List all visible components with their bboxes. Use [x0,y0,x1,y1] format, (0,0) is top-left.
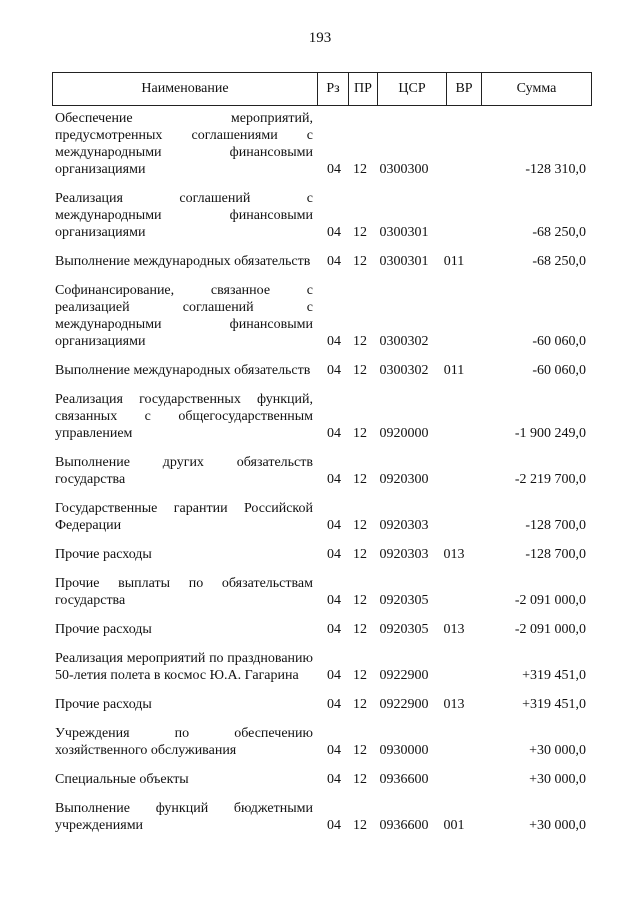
row-csr: 0300302 [379,363,429,378]
row-pr: 12 [353,472,367,487]
row-rz: 04 [327,743,341,758]
row-pr: 12 [353,743,367,758]
row-sum: +30 000,0 [529,818,586,833]
row-csr: 0920000 [379,426,429,441]
page-number: 193 [308,30,332,46]
row-sum: +30 000,0 [529,772,586,787]
row-rz: 04 [327,518,341,533]
header-rz: Рз [317,73,348,105]
row-sum: -68 250,0 [532,254,586,269]
row-csr: 0920305 [379,622,429,637]
row-name: Выполнение международных обязательств [55,363,311,378]
row-pr: 12 [353,162,367,177]
row-name: Обеспечение мероприятий, предусмотренных соглашениями с международными финансовыми организациями [55,111,313,177]
row-csr: 0300302 [379,334,429,349]
row-name: Прочие расходы [55,697,152,712]
row-pr: 12 [353,547,367,562]
row-sum: -1 900 249,0 [514,426,586,441]
row-rz: 04 [327,225,341,240]
row-name: Прочие выплаты по обязательствам государства [55,576,313,608]
row-name: Реализация государственных функций, связанных с общегосударственным управлением [55,392,313,441]
row-csr: 0920305 [379,593,429,608]
table-row [52,190,592,241]
row-csr: 0922900 [379,668,429,683]
row-rz: 04 [327,772,341,787]
row-name: Специальные объекты [55,772,189,787]
row-sum: +30 000,0 [529,743,586,758]
row-name: Реализация мероприятий по празднованию 50-летия полета в космос Ю.А. Гагарина [55,651,313,683]
row-csr: 0300301 [379,225,429,240]
row-rz: 04 [327,254,341,269]
row-sum: -60 060,0 [532,334,586,349]
table-row [52,500,592,534]
row-sum: -2 219 700,0 [514,472,586,487]
row-sum: +319 451,0 [522,697,586,712]
header-pr: ПР [348,73,377,105]
row-rz: 04 [327,668,341,683]
row-vr: 001 [443,818,465,833]
row-csr: 0920303 [379,547,429,562]
budget-table [52,72,592,846]
row-csr: 0936600 [379,772,429,787]
row-pr: 12 [353,334,367,349]
row-pr: 12 [353,772,367,787]
row-csr: 0930000 [379,743,429,758]
row-name: Выполнение международных обязательств [55,254,311,269]
row-csr: 0300301 [379,254,429,269]
row-sum: -60 060,0 [532,363,586,378]
table-row [52,253,592,270]
row-sum: -128 700,0 [525,547,586,562]
row-sum: -68 250,0 [532,225,586,240]
row-sum: -128 700,0 [525,518,586,533]
row-pr: 12 [353,697,367,712]
row-name: Прочие расходы [55,622,152,637]
header-name: Наименование [141,81,229,96]
row-sum: -2 091 000,0 [514,593,586,608]
table-body [52,110,592,834]
table-row [52,391,592,442]
table-row [52,110,592,178]
header-csr: ЦСР [377,73,446,105]
row-rz: 04 [327,162,341,177]
row-pr: 12 [353,225,367,240]
table-row [52,771,592,788]
row-pr: 12 [353,818,367,833]
row-pr: 12 [353,254,367,269]
row-rz: 04 [327,472,341,487]
row-vr: 013 [443,697,465,712]
row-name: Реализация соглашений с международными финансовыми организациями [55,191,313,240]
row-vr: 011 [443,363,465,378]
table-row [52,650,592,684]
row-pr: 12 [353,518,367,533]
row-rz: 04 [327,818,341,833]
row-rz: 04 [327,697,341,712]
row-name: Учреждения по обеспечению хозяйственного обслуживания [55,726,313,758]
row-rz: 04 [327,593,341,608]
row-sum: -128 310,0 [525,162,586,177]
row-vr: 011 [443,254,465,269]
table-row [52,696,592,713]
table-header [52,72,592,106]
row-pr: 12 [353,622,367,637]
row-rz: 04 [327,547,341,562]
table-row [52,546,592,563]
table-row [52,362,592,379]
row-name: Государственные гарантии Российской Федерации [55,501,313,533]
row-vr: 013 [443,547,465,562]
header-vr: ВР [446,73,481,105]
table-row [52,282,592,350]
row-rz: 04 [327,426,341,441]
row-sum: +319 451,0 [522,668,586,683]
row-pr: 12 [353,426,367,441]
row-csr: 0936600 [379,818,429,833]
row-name: Софинансирование, связанное с реализацией соглашений с международными финансовыми организациями [55,283,313,349]
row-rz: 04 [327,363,341,378]
row-csr: 0920300 [379,472,429,487]
row-csr: 0922900 [379,697,429,712]
row-name: Прочие расходы [55,547,152,562]
table-row [52,800,592,834]
table-row [52,454,592,488]
row-name: Выполнение других обязательств государства [55,455,313,487]
header-sum: Сумма [481,73,591,105]
row-rz: 04 [327,334,341,349]
row-vr: 013 [443,622,465,637]
row-rz: 04 [327,622,341,637]
row-pr: 12 [353,593,367,608]
row-sum: -2 091 000,0 [514,622,586,637]
row-name: Выполнение функций бюджетными учреждениями [55,801,313,833]
row-pr: 12 [353,363,367,378]
row-csr: 0920303 [379,518,429,533]
row-csr: 0300300 [379,162,429,177]
row-pr: 12 [353,668,367,683]
table-row [52,575,592,609]
table-row [52,621,592,638]
table-row [52,725,592,759]
